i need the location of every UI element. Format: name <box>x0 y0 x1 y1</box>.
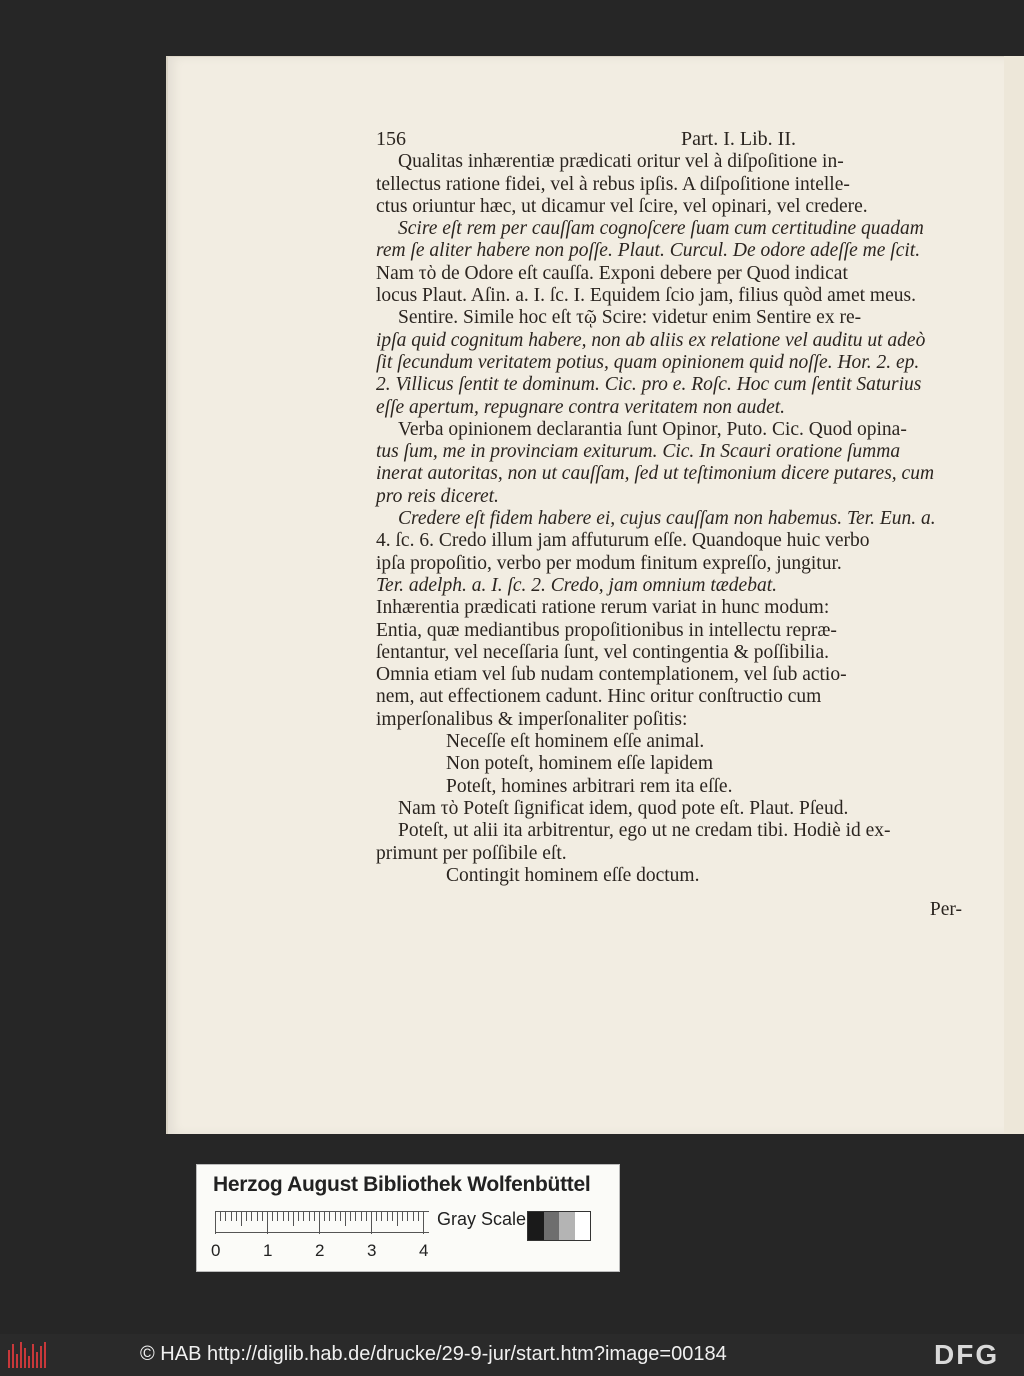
text-line: ipſa quid cognitum habere, non ab aliis ex relatione vel auditu ut adeò <box>376 329 926 351</box>
hab-logo-bar <box>20 1342 22 1368</box>
ruler-tick <box>413 1212 414 1221</box>
footer-bar <box>0 1334 1024 1376</box>
text-line: tus ſum, me in provinciam exiturum. Cic. In Scauri oratione ſumma <box>376 441 901 463</box>
text-lines <box>376 151 976 887</box>
page-text <box>376 128 976 921</box>
ruler-number: 2 <box>315 1241 325 1260</box>
page-number: 156 <box>376 128 406 150</box>
text-line: rem ſe aliter habere non poſſe. Plaut. Curcul. De odore adeſſe me ſcit. <box>376 240 921 262</box>
gray-swatch <box>544 1212 560 1240</box>
dfg-logo: DFG <box>934 1339 1000 1370</box>
ruler-tick <box>345 1212 346 1226</box>
hab-logo-icon <box>8 1342 48 1368</box>
ruler-tick <box>402 1212 403 1221</box>
ruler-tick <box>340 1212 341 1221</box>
ruler-tick <box>309 1212 310 1221</box>
text-line: primunt per poſſibile eſt. <box>376 842 567 864</box>
hab-logo-bar <box>8 1350 10 1368</box>
text-line: Scire eſt rem per cauſſam cognoſcere ſuam cum certitudine quadam <box>398 218 924 240</box>
text-line: Entia, quæ mediantibus propoſitionibus in intellectu repræ- <box>376 619 837 641</box>
text-line: Contingit hominem eſſe doctum. <box>446 864 700 886</box>
scale-ruler <box>215 1211 429 1233</box>
text-line: Sentire. Simile hoc eſt τῷ Scire: videtur enim Sentire ex re- <box>398 307 862 329</box>
ruler-tick <box>293 1212 294 1226</box>
ruler-tick <box>381 1212 382 1221</box>
hab-logo-bar <box>12 1344 14 1368</box>
hab-logo-bar <box>44 1342 46 1368</box>
ruler-tick <box>246 1212 247 1221</box>
ruler-number: 1 <box>263 1241 273 1260</box>
text-line: imperſonalibus & imperſonaliter poſitis: <box>376 708 688 730</box>
text-line: ſentantur, vel neceſſaria ſunt, vel contingentia & poſſibilia. <box>376 641 829 663</box>
ruler-tick <box>288 1212 289 1221</box>
ruler-tick <box>423 1212 424 1234</box>
ruler-tick <box>277 1212 278 1221</box>
ruler-tick <box>262 1212 263 1221</box>
ruler-tick <box>283 1212 284 1221</box>
text-line: Omnia etiam vel ſub nudam contemplationem, vel ſub actio- <box>376 664 847 686</box>
page-edge <box>1004 56 1024 1134</box>
ruler-tick <box>361 1212 362 1221</box>
ruler-tick <box>220 1212 221 1221</box>
text-line: nem, aut effectionem cadunt. Hinc oritur conſtructio cum <box>376 686 822 708</box>
ruler-tick <box>215 1212 216 1234</box>
page-header <box>376 128 796 150</box>
text-line: inerat autoritas, non ut cauſſam, ſed ut teſtimonium dicere putares, cum <box>376 463 935 485</box>
gray-swatch <box>528 1212 544 1240</box>
hab-logo-bar <box>36 1352 38 1368</box>
ruler-tick <box>329 1212 330 1221</box>
ruler-tick <box>267 1212 268 1234</box>
text-line: tellectus ratione fidei, vel à rebus ipſis. A diſpoſitione intelle- <box>376 173 850 195</box>
ruler-tick <box>303 1212 304 1221</box>
text-line: 4. ſc. 6. Credo illum jam affuturum eſſe. Quandoque huic verbo <box>376 530 870 552</box>
text-line: Poteſt, ut alii ita arbitrentur, ego ut ne credam tibi. Hodiè id ex- <box>398 820 891 842</box>
ruler-tick <box>376 1212 377 1221</box>
gray-swatch <box>575 1212 591 1240</box>
ruler-tick <box>387 1212 388 1221</box>
ruler-numbers <box>211 1241 441 1261</box>
ruler-tick <box>407 1212 408 1221</box>
hab-logo-bar <box>16 1354 18 1368</box>
text-line: Poteſt, homines arbitrari rem ita eſſe. <box>446 775 733 797</box>
text-line: Nam τὸ de Odore eſt cauſſa. Exponi debere per Quod indicat <box>376 262 848 284</box>
ruler-number: 0 <box>211 1241 221 1260</box>
text-line: Ter. adelph. a. I. ſc. 2. Credo, jam omnium tædebat. <box>376 574 778 596</box>
text-line: locus Plaut. Aſin. a. I. ſc. I. Equidem ſcio jam, filius quòd amet meus. <box>376 285 916 307</box>
text-line: Credere eſt fidem habere ei, cujus cauſſam non habemus. Ter. Eun. a. <box>398 508 936 530</box>
text-line: Non poteſt, hominem eſſe lapidem <box>446 753 713 775</box>
ruler-tick <box>324 1212 325 1221</box>
ruler-tick <box>231 1212 232 1221</box>
gray-scale-label: Gray Scale <box>437 1209 527 1229</box>
ruler-tick <box>397 1212 398 1226</box>
text-line: ctus oriuntur hæc, ut dicamur vel ſcire, vel opinari, vel credere. <box>376 195 868 217</box>
library-label-card <box>196 1164 620 1272</box>
ruler-tick <box>355 1212 356 1221</box>
ruler-number: 4 <box>419 1241 429 1260</box>
text-line: Verba opinionem declarantia ſunt Opinor, Puto. Cic. Quod opina- <box>398 418 907 440</box>
ruler-tick <box>257 1212 258 1221</box>
ruler-tick <box>241 1212 242 1226</box>
text-line: Inhærentia prædicati ratione rerum variat in hunc modum: <box>376 597 830 619</box>
ruler-tick <box>418 1212 419 1221</box>
text-line: Qualitas inhærentiæ prædicati oritur vel à diſpoſitione in- <box>398 151 844 173</box>
ruler-tick <box>236 1212 237 1221</box>
ruler-tick <box>314 1212 315 1221</box>
hab-logo-bar <box>28 1356 30 1368</box>
ruler-tick <box>272 1212 273 1221</box>
text-line: Nam τὸ Poteſt ſignificat idem, quod pote eſt. Plaut. Pſeud. <box>398 797 849 819</box>
text-line: ſit ſecundum veritatem potius, quam opinionem quid noſſe. Hor. 2. ep. <box>376 351 920 373</box>
ruler-tick <box>392 1212 393 1221</box>
text-line: pro reis diceret. <box>376 485 499 507</box>
library-name: Herzog August Bibliothek Wolfenbüttel <box>213 1173 591 1196</box>
ruler-tick <box>319 1212 320 1234</box>
ruler-tick <box>366 1212 367 1221</box>
hab-logo-bar <box>40 1346 42 1368</box>
text-line: Neceſſe eſt hominem eſſe animal. <box>446 731 705 753</box>
hab-logo-bar <box>24 1348 26 1368</box>
ruler-tick <box>350 1212 351 1221</box>
running-head: Part. I. Lib. II. <box>681 128 796 150</box>
ruler-tick <box>225 1212 226 1221</box>
ruler-number: 3 <box>367 1241 377 1260</box>
ruler-tick <box>298 1212 299 1221</box>
gray-swatch <box>559 1212 575 1240</box>
ruler-tick <box>251 1212 252 1221</box>
text-line: ipſa propoſitio, verbo per modum finitum expreſſo, jungitur. <box>376 552 842 574</box>
ruler-tick <box>335 1212 336 1221</box>
catchword: Per- <box>929 899 962 921</box>
text-line: eſſe apertum, repugnare contra veritatem non audet. <box>376 396 786 418</box>
text-line: 2. Villicus ſentit te dominum. Cic. pro e. Roſc. Hoc cum ſentit Saturius <box>376 374 922 396</box>
hab-logo-bar <box>32 1344 34 1368</box>
gray-scale-swatches <box>527 1211 591 1241</box>
ruler-tick <box>371 1212 372 1234</box>
copyright-url[interactable]: © HAB http://diglib.hab.de/drucke/29-9-jur/start.htm?image=00184 <box>140 1343 727 1365</box>
